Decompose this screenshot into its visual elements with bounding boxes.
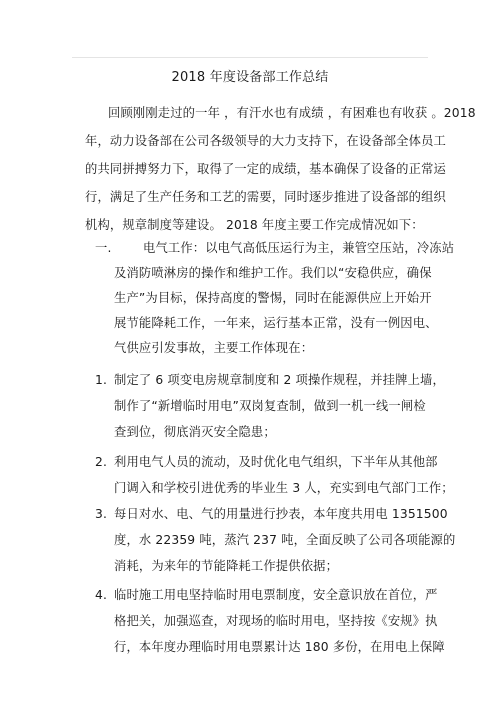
item-number: 4. <box>95 588 108 602</box>
section-line: 生产”为目标，保持高度的警惕，同时在能源供应上开始开 <box>114 291 432 305</box>
intro-line: 的共同拼搏努力下，取得了一定的成绩，基本确保了设备的正常运 <box>85 162 446 176</box>
item-line: 度，水 22359 吨，蒸汽 237 吨，全面反映了公司各项能源的 <box>114 533 456 547</box>
item-number: 1. <box>95 373 108 387</box>
section-line: 电气工作：以电气高低压运行为主，兼管空压站，冷冻站 <box>143 241 455 255</box>
item-line: 每日对水、电、气的用量进行抄表，本年度共用电 1351500 <box>114 507 448 521</box>
item-line: 消耗，为来年的节能降耗工作提供依据； <box>114 559 339 573</box>
section-line: 展节能降耗工作，一年来，运行基本正常，没有一例因电、 <box>114 316 438 330</box>
item-line: 查到位，彻底消灭安全隐患； <box>114 425 276 439</box>
item-line: 格把关，加强巡查，对现场的临时用电，坚持按《安规》执 <box>114 614 438 628</box>
section-line: 气供应引发事故，主要工作体现在： <box>114 341 314 355</box>
section-marker: 一. <box>95 241 112 255</box>
intro-line: 机构，规章制度等建设。 2018 年度主要工作完成情况如下： <box>85 218 424 232</box>
header-rule <box>72 57 428 58</box>
item-line: 利用电气人员的流动，及时优化电气组织，下半年从其他部 <box>114 455 438 469</box>
intro-line: 行，满足了生产任务和工艺的需要，同时逐步推进了设备部的组织 <box>85 190 446 204</box>
item-line: 制定了 6 项变电房规章制度和 2 项操作规程，并挂牌上墙， <box>114 373 445 387</box>
item-line: 门调入和学校引进优秀的毕业生 3 人，充实到电气部门工作； <box>114 481 454 495</box>
item-number: 2. <box>95 455 108 469</box>
document-title: 2018 年度设备部工作总结 <box>171 70 329 85</box>
intro-line: 回顾刚刚走过的一年 ，有汗水也有成绩 ，有困难也有收获 。2018 <box>108 106 476 120</box>
item-line: 制作了“新增临时用电”双岗复查制，做到一机一线一闸检 <box>114 399 426 413</box>
item-line: 临时施工用电坚持临时用电票制度，安全意识放在首位，严 <box>114 588 438 602</box>
intro-line: 年，动力设备部在公司各级领导的大力支持下，在设备部全体员工 <box>85 134 446 148</box>
item-number: 3. <box>95 507 108 521</box>
item-line: 行，本年度办理临时用电票累计达 180 多份，在用电上保障 <box>114 640 445 654</box>
section-line: 及消防喷淋房的操作和维护工作。我们以“安稳供应，确保 <box>114 266 432 280</box>
